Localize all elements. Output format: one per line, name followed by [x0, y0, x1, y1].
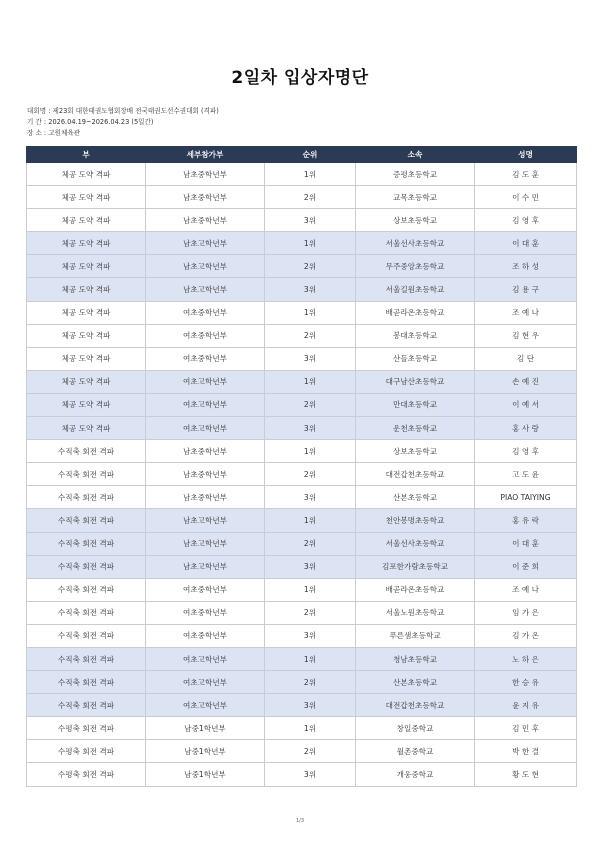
header-name: 성명: [475, 147, 577, 163]
cell-division: 남초고학년부: [146, 278, 265, 301]
cell-division: 남초고학년부: [146, 232, 265, 255]
cell-division: 남초중학년부: [146, 163, 265, 186]
cell-rank: 1위: [265, 717, 356, 740]
cell-school: 산본초등학교: [356, 671, 475, 694]
page-number: 1/3: [295, 818, 305, 824]
cell-rank: 3위: [265, 347, 356, 370]
table-row: [27, 763, 577, 786]
cell-name: 김 가 온: [475, 624, 577, 647]
cell-name: 김 민 후: [475, 717, 577, 740]
cell-name: 홍 사 랑: [475, 417, 577, 440]
cell-name: 김 용 구: [475, 278, 577, 301]
cell-division: 여초중학년부: [146, 578, 265, 601]
cell-name: 노 하 은: [475, 647, 577, 670]
table-row: [27, 486, 577, 509]
event-venue: 장 소 : 고원체육관: [27, 129, 81, 137]
event-name: 대회명 : 제23회 대한태권도협회장배 전국태권도선수권대회 (격파): [27, 107, 219, 115]
cell-school: 창일중학교: [356, 717, 475, 740]
cell-event: 수직축 회전 격파: [27, 647, 146, 670]
cell-school: 상보초등학교: [356, 440, 475, 463]
cell-division: 남초고학년부: [146, 509, 265, 532]
results-table-header: [27, 147, 577, 163]
results-table-body: [27, 163, 577, 787]
cell-division: 여초고학년부: [146, 694, 265, 717]
cell-event: 수평축 회전 격파: [27, 740, 146, 763]
cell-rank: 1위: [265, 440, 356, 463]
cell-event: 체공 도약 격파: [27, 163, 146, 186]
table-row: [27, 186, 577, 209]
cell-name: 이 수 민: [475, 186, 577, 209]
cell-school: 대전갑천초등학교: [356, 694, 475, 717]
cell-rank: 2위: [265, 601, 356, 624]
table-row: [27, 578, 577, 601]
cell-name: 박 한 결: [475, 740, 577, 763]
cell-school: 서울선사초등학교: [356, 532, 475, 555]
cell-name: 한 승 유: [475, 671, 577, 694]
table-row: [27, 694, 577, 717]
cell-division: 여초중학년부: [146, 324, 265, 347]
cell-event: 체공 도약 격파: [27, 232, 146, 255]
cell-division: 여초중학년부: [146, 347, 265, 370]
cell-school: 월촌중학교: [356, 740, 475, 763]
cell-rank: 2위: [265, 324, 356, 347]
cell-division: 여초중학년부: [146, 624, 265, 647]
cell-event: 수직축 회전 격파: [27, 578, 146, 601]
cell-division: 남초중학년부: [146, 186, 265, 209]
cell-name: 이 대 훈: [475, 232, 577, 255]
table-row: [27, 671, 577, 694]
table-row: [27, 209, 577, 232]
cell-rank: 3위: [265, 417, 356, 440]
table-row: [27, 232, 577, 255]
cell-event: 수직축 회전 격파: [27, 601, 146, 624]
cell-school: 상보초등학교: [356, 209, 475, 232]
cell-school: 봉대초등학교: [356, 324, 475, 347]
cell-event: 수직축 회전 격파: [27, 509, 146, 532]
table-row: [27, 532, 577, 555]
cell-school: 서울노원초등학교: [356, 601, 475, 624]
cell-division: 남중1학년부: [146, 763, 265, 786]
cell-name: 김 현 우: [475, 324, 577, 347]
header-event: 부: [27, 147, 146, 163]
cell-rank: 1위: [265, 163, 356, 186]
cell-event: 수직축 회전 격파: [27, 486, 146, 509]
cell-school: 대구남산초등학교: [356, 370, 475, 393]
cell-rank: 1위: [265, 370, 356, 393]
cell-rank: 1위: [265, 647, 356, 670]
cell-event: 체공 도약 격파: [27, 393, 146, 416]
cell-rank: 2위: [265, 186, 356, 209]
cell-school: 청남초등학교: [356, 647, 475, 670]
cell-event: 체공 도약 격파: [27, 255, 146, 278]
header-division: 세부참가부: [146, 147, 265, 163]
cell-event: 수평축 회전 격파: [27, 717, 146, 740]
cell-event: 체공 도약 격파: [27, 324, 146, 347]
cell-rank: 1위: [265, 509, 356, 532]
cell-division: 남중1학년부: [146, 717, 265, 740]
cell-division: 남중1학년부: [146, 740, 265, 763]
cell-division: 여초고학년부: [146, 393, 265, 416]
header-rank: 순위: [265, 147, 356, 163]
cell-rank: 3위: [265, 694, 356, 717]
cell-name: 홍 유 락: [475, 509, 577, 532]
cell-name: 이 준 희: [475, 555, 577, 578]
cell-event: 체공 도약 격파: [27, 417, 146, 440]
table-row: [27, 647, 577, 670]
cell-name: 이 대 훈: [475, 532, 577, 555]
cell-rank: 2위: [265, 740, 356, 763]
cell-division: 남초중학년부: [146, 486, 265, 509]
cell-division: 남초고학년부: [146, 555, 265, 578]
table-row: [27, 278, 577, 301]
cell-rank: 2위: [265, 255, 356, 278]
cell-rank: 1위: [265, 232, 356, 255]
table-row: [27, 347, 577, 370]
cell-school: 천안봉명초등학교: [356, 509, 475, 532]
table-row: [27, 624, 577, 647]
cell-rank: 3위: [265, 278, 356, 301]
cell-event: 수직축 회전 격파: [27, 624, 146, 647]
cell-division: 남초고학년부: [146, 255, 265, 278]
cell-rank: 3위: [265, 555, 356, 578]
cell-division: 여초중학년부: [146, 301, 265, 324]
cell-school: 운천초등학교: [356, 417, 475, 440]
cell-rank: 3위: [265, 209, 356, 232]
table-row: [27, 301, 577, 324]
results-table: [26, 146, 577, 787]
cell-event: 수직축 회전 격파: [27, 671, 146, 694]
event-period: 기 간 : 2026.04.19~2026.04.23 (5일간): [27, 118, 154, 126]
cell-school: 배곧라온초등학교: [356, 578, 475, 601]
table-row: [27, 393, 577, 416]
cell-rank: 3위: [265, 763, 356, 786]
cell-event: 체공 도약 격파: [27, 186, 146, 209]
cell-event: 체공 도약 격파: [27, 370, 146, 393]
page-title: 2일차 입상자명단: [231, 68, 369, 88]
table-row: [27, 163, 577, 186]
cell-event: 체공 도약 격파: [27, 347, 146, 370]
cell-division: 여초중학년부: [146, 601, 265, 624]
cell-event: 수직축 회전 격파: [27, 694, 146, 717]
cell-school: 대전갑천초등학교: [356, 463, 475, 486]
table-row: [27, 370, 577, 393]
table-row: [27, 601, 577, 624]
cell-name: 김 영 후: [475, 209, 577, 232]
cell-rank: 2위: [265, 532, 356, 555]
cell-event: 수평축 회전 격파: [27, 763, 146, 786]
cell-name: 김 단: [475, 347, 577, 370]
cell-event: 수직축 회전 격파: [27, 532, 146, 555]
cell-school: 산본초등학교: [356, 486, 475, 509]
cell-division: 남초고학년부: [146, 532, 265, 555]
cell-school: 증평초등학교: [356, 163, 475, 186]
cell-name: 고 도 윤: [475, 463, 577, 486]
header-row: [27, 147, 577, 163]
cell-school: 김포한가람초등학교: [356, 555, 475, 578]
cell-event: 수직축 회전 격파: [27, 440, 146, 463]
cell-rank: 2위: [265, 671, 356, 694]
cell-school: 푸른샘초등학교: [356, 624, 475, 647]
table-row: [27, 324, 577, 347]
cell-name: 김 도 훈: [475, 163, 577, 186]
cell-school: 개웅중학교: [356, 763, 475, 786]
cell-division: 여초고학년부: [146, 370, 265, 393]
cell-division: 남초중학년부: [146, 463, 265, 486]
cell-division: 남초중학년부: [146, 440, 265, 463]
table-row: [27, 463, 577, 486]
cell-division: 여초고학년부: [146, 647, 265, 670]
table-row: [27, 740, 577, 763]
cell-school: 만대초등학교: [356, 393, 475, 416]
cell-rank: 2위: [265, 463, 356, 486]
cell-division: 남초중학년부: [146, 209, 265, 232]
cell-school: 산들초등학교: [356, 347, 475, 370]
table-row: [27, 509, 577, 532]
table-row: [27, 440, 577, 463]
cell-rank: 3위: [265, 624, 356, 647]
cell-name: 조 예 나: [475, 578, 577, 601]
cell-rank: 1위: [265, 301, 356, 324]
table-row: [27, 255, 577, 278]
cell-division: 여초고학년부: [146, 417, 265, 440]
cell-school: 배곧라온초등학교: [356, 301, 475, 324]
event-info: [27, 106, 219, 139]
cell-name: 손 예 진: [475, 370, 577, 393]
cell-event: 체공 도약 격파: [27, 301, 146, 324]
cell-rank: 3위: [265, 486, 356, 509]
cell-school: 서울선사초등학교: [356, 232, 475, 255]
cell-division: 여초고학년부: [146, 671, 265, 694]
table-row: [27, 555, 577, 578]
table-row: [27, 717, 577, 740]
table-row: [27, 417, 577, 440]
cell-name: 조 예 나: [475, 301, 577, 324]
cell-name: 이 예 서: [475, 393, 577, 416]
header-school: 소속: [356, 147, 475, 163]
cell-event: 수직축 회전 격파: [27, 463, 146, 486]
cell-event: 체공 도약 격파: [27, 209, 146, 232]
cell-name: 조 하 성: [475, 255, 577, 278]
cell-school: 교목초등학교: [356, 186, 475, 209]
cell-name: 김 영 후: [475, 440, 577, 463]
cell-name: 황 도 현: [475, 763, 577, 786]
cell-school: 서울길원초등학교: [356, 278, 475, 301]
cell-event: 수직축 회전 격파: [27, 555, 146, 578]
cell-name: 윤 지 유: [475, 694, 577, 717]
cell-school: 무주중앙초등학교: [356, 255, 475, 278]
cell-rank: 1위: [265, 578, 356, 601]
cell-rank: 2위: [265, 393, 356, 416]
cell-name: PIAO TAIYING: [475, 486, 577, 509]
cell-event: 체공 도약 격파: [27, 278, 146, 301]
cell-name: 임 가 은: [475, 601, 577, 624]
